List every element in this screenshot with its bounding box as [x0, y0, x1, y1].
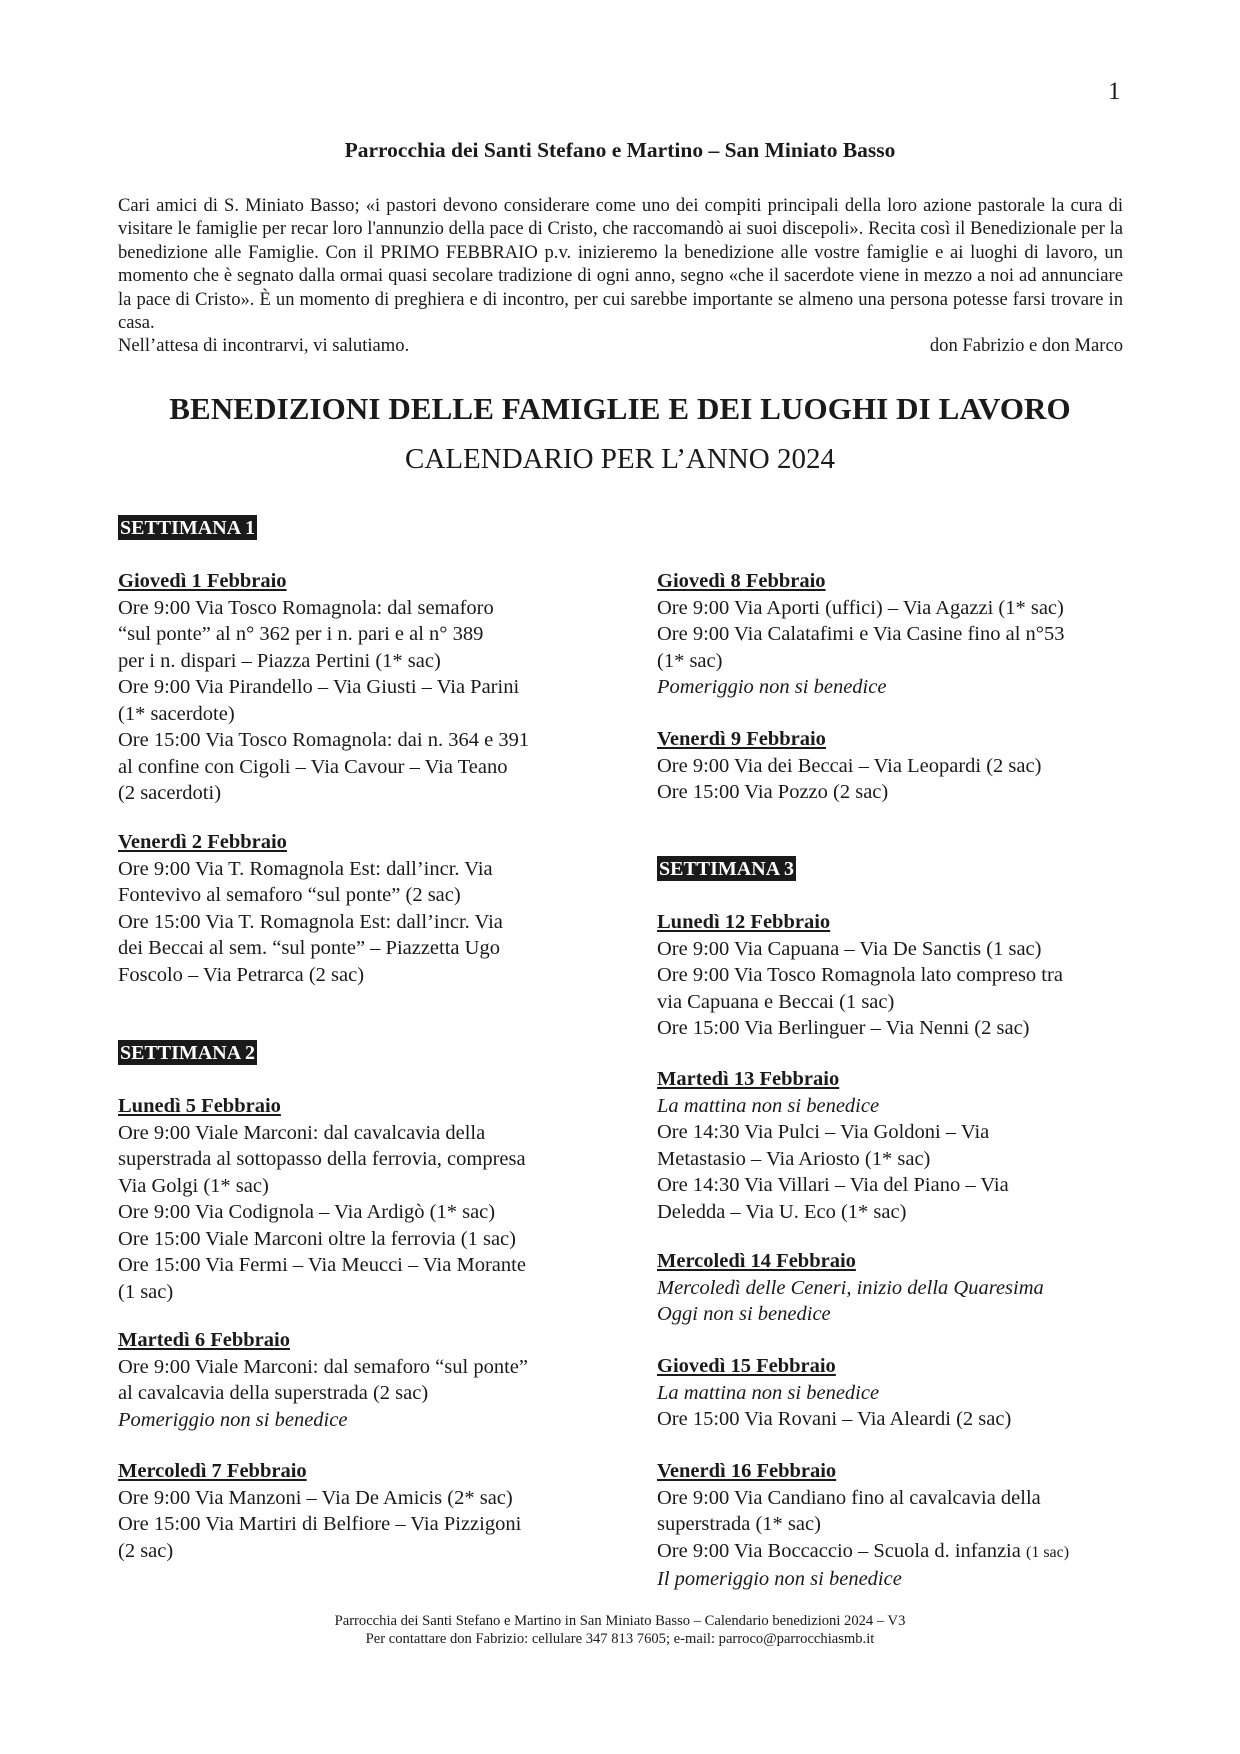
day-line: [657, 1538, 1137, 1567]
day-note: Il pomeriggio non si benedice: [657, 1568, 902, 1590]
day-note: Pomeriggio non si benedice: [118, 1408, 348, 1431]
day-line: dei Beccai al sem. “sul ponte” – Piazzetta Ugo: [118, 937, 500, 959]
week-heading-1: SETTIMANA 1: [120, 517, 256, 539]
day-note: La mattina non si benedice: [657, 1094, 880, 1117]
day-line: (2 sac): [118, 1539, 174, 1562]
day-block: [657, 726, 1137, 806]
day-note: Mercoledì delle Ceneri, inizio della Quaresima: [657, 1276, 1044, 1299]
day-line: Ore 9:00 Via Tosco Romagnola lato compreso tra: [657, 964, 1063, 986]
day-line: Ore 9:00 Via Codignola – Via Ardigò (1* sac): [118, 1201, 496, 1223]
day-line: Ore 9:00 Viale Marconi: dal cavalcavia della: [118, 1121, 486, 1144]
closing-row: [118, 334, 1123, 357]
day-block: [118, 1093, 588, 1305]
day-line: (1* sac): [657, 649, 723, 672]
day-line: Ore 9:00 Via Aporti (uffici) – Via Agazzi (1* sac): [657, 596, 1064, 619]
day-line: Ore 9:00 Via Manzoni – Via De Amicis (2* sac): [118, 1486, 513, 1509]
day-title: Lunedì 12 Febbraio: [657, 911, 831, 933]
day-line: Fontevivo al semaforo “sul ponte” (2 sac): [118, 884, 461, 906]
day-title: Mercoledì 14 Febbraio: [657, 1250, 856, 1272]
day-line: Ore 14:30 Via Pulci – Via Goldoni – Via: [657, 1121, 990, 1143]
day-line: Ore 9:00 Via dei Beccai – Via Leopardi (2 sac): [657, 754, 1042, 777]
day-line: Deledda – Via U. Eco (1* sac): [657, 1200, 907, 1223]
day-line: Ore 9:00 Via T. Romagnola Est: dall’incr. Via: [118, 857, 493, 880]
page-number: 1: [1108, 78, 1121, 105]
day-block: [657, 909, 1137, 1042]
day-line: Ore 15:00 Via Pozzo (2 sac): [657, 781, 889, 803]
day-line: Ore 15:00 Via T. Romagnola Est: dall’incr. Via: [118, 910, 503, 933]
day-title: Venerdì 2 Febbraio: [118, 831, 287, 853]
day-title: Giovedì 15 Febbraio: [657, 1355, 836, 1377]
day-line: Ore 9:00 Viale Marconi: dal semaforo “sul ponte”: [118, 1355, 528, 1378]
day-title: Martedì 13 Febbraio: [657, 1068, 840, 1090]
day-block: [657, 1066, 1137, 1225]
day-line: Ore 15:00 Via Martiri di Belfiore – Via Pizzigoni: [118, 1513, 522, 1535]
week-heading-2: SETTIMANA 2: [120, 1042, 256, 1064]
day-title: Venerdì 16 Febbraio: [657, 1460, 837, 1482]
day-note: La mattina non si benedice: [657, 1381, 880, 1404]
day-block: [118, 829, 588, 988]
day-line: Ore 15:00 Via Berlinguer – Via Nenni (2 sac): [657, 1017, 1030, 1039]
day-block: [657, 1248, 1137, 1328]
main-title: BENEDIZIONI DELLE FAMIGLIE E DEI LUOGHI DI LAVORO: [169, 391, 1071, 426]
day-line-text: Ore 9:00 Via Boccaccio – Scuola d. infanzia: [657, 1539, 1021, 1562]
day-line: al confine con Cigoli – Via Cavour – Via Teano: [118, 755, 508, 778]
day-line: Ore 9:00 Via Candiano fino al cavalcavia della: [657, 1486, 1041, 1509]
day-line: (2 sacerdoti): [118, 782, 222, 804]
subtitle: CALENDARIO PER L’ANNO 2024: [405, 443, 835, 475]
day-line: (1 sac): [118, 1280, 174, 1303]
day-block: [118, 1327, 588, 1433]
day-block: [118, 568, 588, 807]
footer-line-1: Parrocchia dei Santi Stefano e Martino in San Miniato Basso – Calendario benedizioni 2024 – V3: [334, 1613, 906, 1629]
day-line: via Capuana e Beccai (1 sac): [657, 990, 895, 1013]
day-line: Ore 14:30 Via Villari – Via del Piano – Via: [657, 1174, 1009, 1196]
closing-greeting: Nell’attesa di incontrarvi, vi salutiamo.: [118, 335, 410, 356]
day-line-small: (1 sac): [1025, 1543, 1070, 1561]
day-line: Ore 9:00 Via Capuana – Via De Sanctis (1 sac): [657, 937, 1042, 960]
day-line: Ore 9:00 Via Pirandello – Via Giusti – Via Parini: [118, 676, 520, 698]
day-title: Martedì 6 Febbraio: [118, 1329, 290, 1351]
day-block: [118, 1458, 588, 1564]
day-line: Ore 15:00 Via Fermi – Via Meucci – Via Morante: [118, 1254, 526, 1276]
day-line: Ore 9:00 Via Calatafimi e Via Casine fino al n°53: [657, 623, 1065, 645]
closing-signature: don Fabrizio e don Marco: [929, 335, 1123, 356]
day-title: Giovedì 1 Febbraio: [118, 570, 287, 592]
day-note: Pomeriggio non si benedice: [657, 676, 887, 698]
day-line: al cavalcavia della superstrada (2 sac): [118, 1382, 429, 1404]
footer: [0, 1612, 1240, 1648]
day-line: per i n. dispari – Piazza Pertini (1* sac): [118, 649, 441, 672]
day-line: Ore 15:00 Viale Marconi oltre la ferrovia (1 sac): [118, 1227, 516, 1250]
day-note: Oggi non si benedice: [657, 1303, 831, 1325]
day-block: [657, 1458, 1137, 1593]
day-title: Giovedì 8 Febbraio: [657, 570, 826, 592]
day-line: Ore 15:00 Via Rovani – Via Aleardi (2 sac): [657, 1408, 1012, 1430]
intro-paragraph: Cari amici di S. Miniato Basso; «i pastori devono considerare come uno dei compiti principali della loro azione pastorale la cura di visitare le famiglie per recar loro l'annunzio della pace di Cristo, che raccomandò ai suoi discepoli». Recita così il Benedizionale per la benedizione alle Famiglie. Con il PRIMO FEBBRAIO p.v. inizieremo la benedizione alle vostre famiglie e ai luoghi di lavoro, un momento che è segnato dalla ormai quasi secolare tradizione di ogni anno, segno «che il sacerdote viene in mezzo a noi ad annunciare la pace di Cristo». È un momento di preghiera e di incontro, per cui sarebbe importante se almeno una persona potesse farsi trovare in casa.: [118, 195, 1123, 334]
day-line: Ore 15:00 Via Tosco Romagnola: dai n. 364 e 391: [118, 729, 530, 751]
day-block: [657, 1353, 1137, 1433]
day-title: Mercoledì 7 Febbraio: [118, 1460, 307, 1482]
day-line: Via Golgi (1* sac): [118, 1174, 269, 1197]
intro-letter: [118, 194, 1123, 334]
day-title: Lunedì 5 Febbraio: [118, 1095, 281, 1117]
day-line: superstrada (1* sac): [657, 1513, 821, 1535]
day-line: (1* sacerdote): [118, 702, 235, 725]
day-title: Venerdì 9 Febbraio: [657, 728, 826, 750]
day-line: “sul ponte” al n° 362 per i n. pari e al n° 389: [118, 623, 484, 645]
day-line: Metastasio – Via Ariosto (1* sac): [657, 1147, 931, 1170]
day-block: [657, 568, 1137, 701]
day-line: Foscolo – Via Petrarca (2 sac): [118, 963, 365, 986]
parish-title: Parrocchia dei Santi Stefano e Martino – San Miniato Basso: [344, 138, 896, 162]
footer-line-2: Per contattare don Fabrizio: cellulare 347 813 7605; e-mail: parroco@parrocchiasmb.it: [365, 1631, 875, 1647]
day-line: superstrada al sottopasso della ferrovia, compresa: [118, 1148, 526, 1170]
week-heading-3: SETTIMANA 3: [659, 858, 795, 880]
day-line: Ore 9:00 Via Tosco Romagnola: dal semaforo: [118, 596, 494, 619]
